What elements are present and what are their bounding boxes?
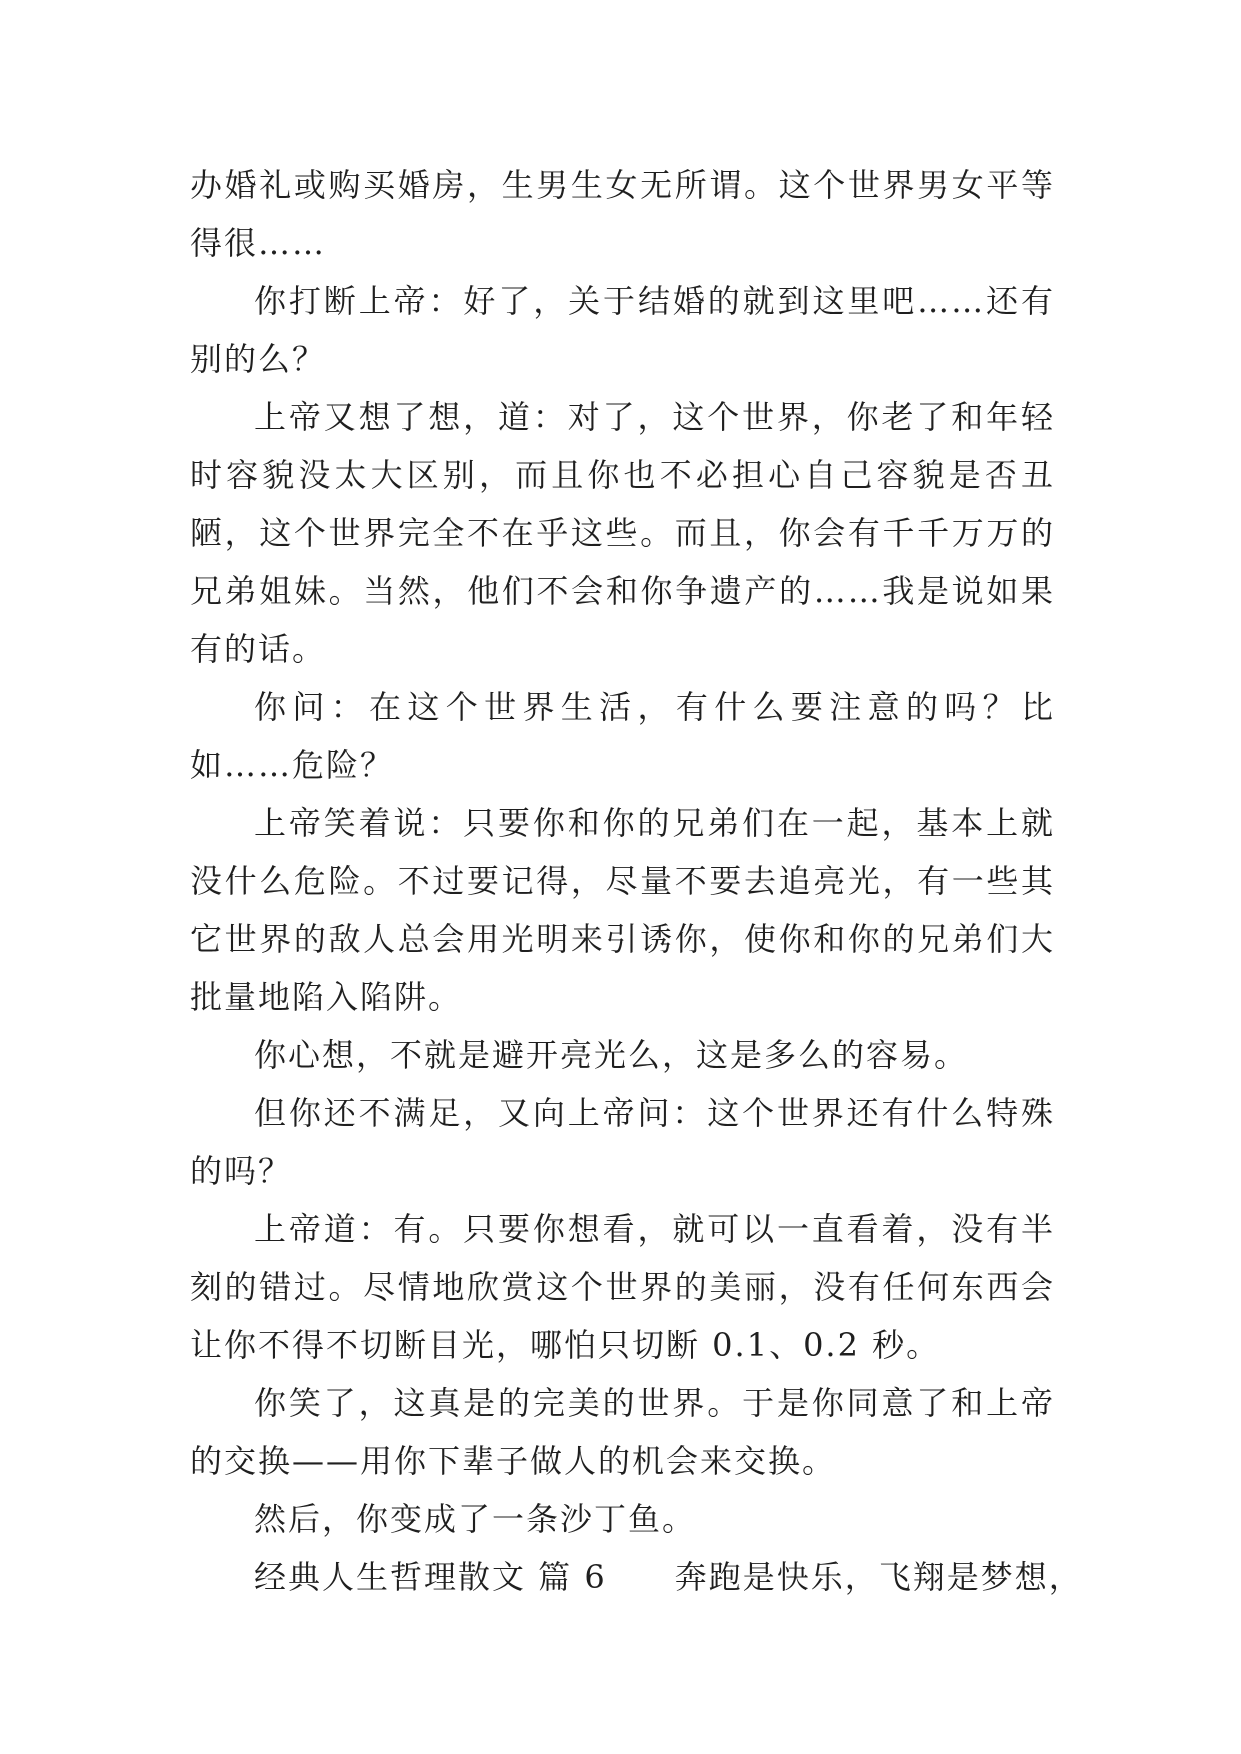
paragraph: 但你还不满足，又向上帝问：这个世界还有什么特殊的吗？	[190, 1094, 1055, 1190]
paragraph: 你打断上帝：好了，关于结婚的就到这里吧……还有别的么？	[190, 282, 1055, 378]
paragraph: 你心想，不就是避开亮光么，这是多么的容易。	[254, 1036, 969, 1074]
paragraph: 你问：在这个世界生活，有什么要注意的吗？比如……危险？	[190, 688, 1055, 784]
section-heading-line: 经典人生哲理散文 篇 6 奔跑是快乐，飞翔是梦想，	[254, 1558, 1083, 1596]
paragraph: 你笑了，这真是的完美的世界。于是你同意了和上帝的交换——用你下辈子做人的机会来交换。	[190, 1384, 1055, 1480]
paragraph-continuation: 办婚礼或购买婚房，生男生女无所谓。这个世界男女平等得很……	[190, 166, 1055, 262]
paragraph: 上帝又想了想，道：对了，这个世界，你老了和年轻时容貌没太大区别，而且你也不必担心自己容貌是否丑陋，这个世界完全不在乎这些。而且，你会有千千万万的兄弟姐妹。当然，他们不会和你争遗产的……我是说如果有的话。	[190, 398, 1055, 668]
paragraph: 上帝道：有。只要你想看，就可以一直看着，没有半刻的错过。尽情地欣赏这个世界的美丽，没有任何东西会让你不得不切断目光，哪怕只切断 0.1、0.2 秒。	[190, 1210, 1055, 1364]
paragraph: 上帝笑着说：只要你和你的兄弟们在一起，基本上就没什么危险。不过要记得，尽量不要去追亮光，有一些其它世界的敌人总会用光明来引诱你，使你和你的兄弟们大批量地陷入陷阱。	[190, 804, 1055, 1016]
article-body	[190, 156, 1083, 1606]
paragraph: 然后，你变成了一条沙丁鱼。	[254, 1500, 697, 1538]
